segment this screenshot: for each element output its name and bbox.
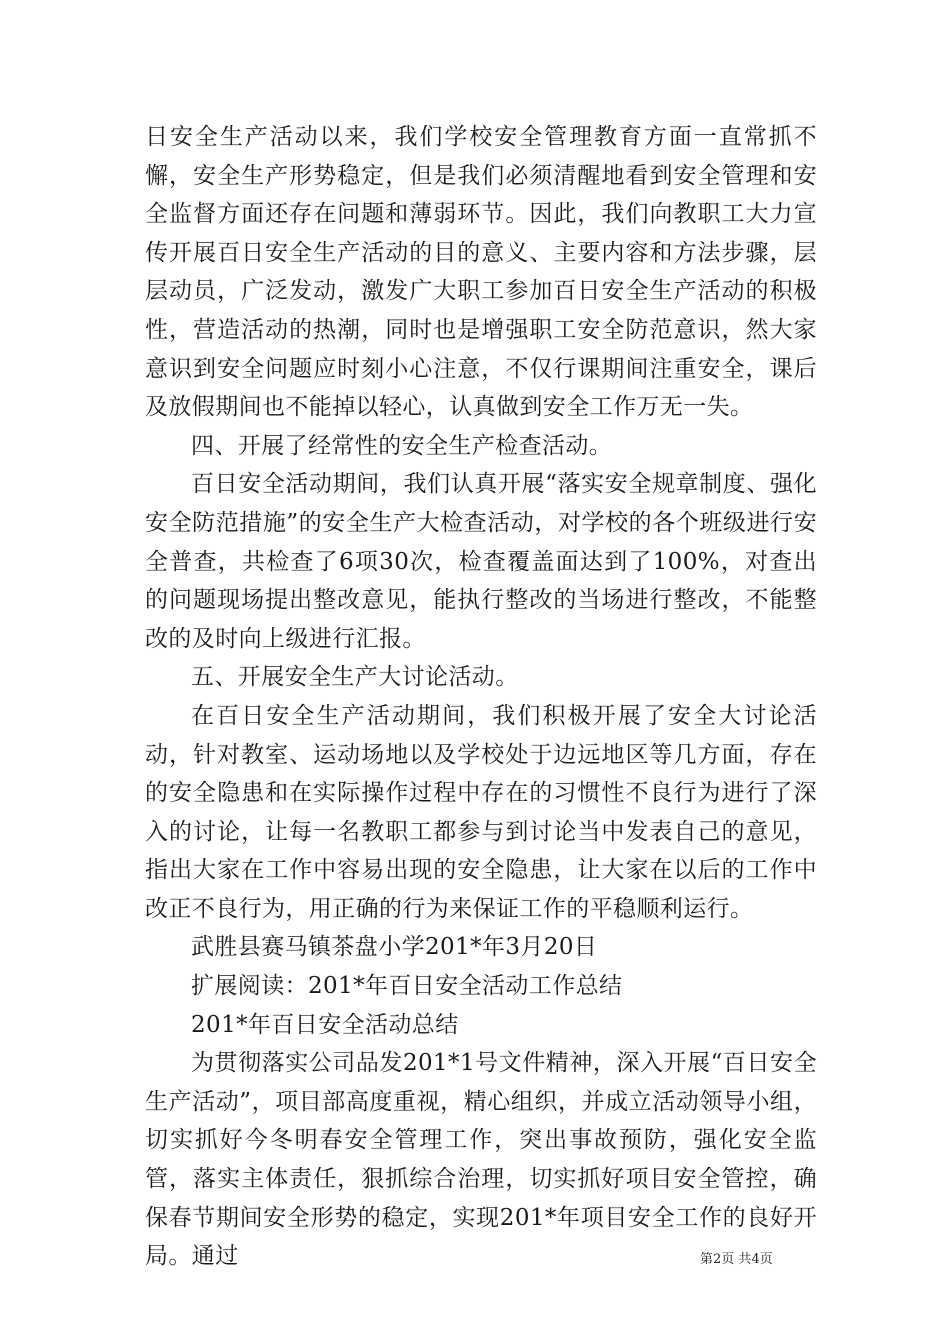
section-heading: 四、开展了经常性的安全生产检查活动。 bbox=[191, 432, 613, 459]
signature-line: 武胜县赛马镇茶盘小学201*年3月20日 bbox=[191, 934, 598, 961]
page-label: 第 bbox=[700, 1252, 714, 1267]
section-heading: 五、开展安全生产大讨论活动。 bbox=[191, 664, 519, 691]
page-mid-label: 页 共 bbox=[721, 1252, 752, 1267]
page-number: 2 bbox=[713, 1252, 722, 1267]
page-footer bbox=[700, 1248, 773, 1267]
page-end-label: 页 bbox=[759, 1252, 773, 1267]
body-paragraph: 为贯彻落实公司品发201*1号文件精神，深入开展“百日安全生产活动”，项目部高度重视，精心组织，并成立活动领导小组，切实抓好今冬明春安全管理工作，突出事故预防，强化安全监管，落实主体责任，狠抓综合治理，切实抓好项目安全管控，确保春节期间安全形势的稳定，实现201*年项目安全工作的良好开局。通过 bbox=[145, 1050, 817, 1270]
body-paragraph: 在百日安全生产活动期间，我们积极开展了安全大讨论活动，针对教室、运动场地以及学校处于边远地区等几方面，存在的安全隐患和在实际操作过程中存在的习惯性不良行为进行了深入的讨论，让每一名教职工都参与到讨论当中发表自己的意见，指出大家在工作中容易出现的安全隐患，让大家在以后的工作中改正不良行为，用正确的行为来保证工作的平稳顺利运行。 bbox=[145, 702, 817, 922]
subtitle-line: 201*年百日安全活动总结 bbox=[191, 1011, 459, 1038]
total-pages: 4 bbox=[751, 1252, 760, 1267]
body-paragraph: 日安全生产活动以来，我们学校安全管理教育方面一直常抓不懈，安全生产形势稳定，但是我们必须清醒地看到安全管理和安全监督方面还存在问题和薄弱环节。因此，我们向教职工大力宣传开展百日安全生产活动的目的意义、主要内容和方法步骤，层层动员，广泛发动，激发广大职工参加百日安全生产活动的积极性，营造活动的热潮，同时也是增强职工安全防范意识，然大家意识到安全问题应时刻小心注意，不仅行课期间注重安全，课后及放假期间也不能掉以轻心，认真做到安全工作万无一失。 bbox=[145, 124, 817, 421]
document-body bbox=[145, 118, 817, 1276]
body-paragraph: 百日安全活动期间，我们认真开展“落实安全规章制度、强化安全防范措施”的安全生产大检查活动，对学校的各个班级进行安全普查，共检查了6项30次，检查覆盖面达到了100%，对查出的问题现场提出整改意见，能执行整改的当场进行整改，不能整改的及时向上级进行汇报。 bbox=[145, 471, 817, 652]
extended-reading-line: 扩展阅读：201*年百日安全活动工作总结 bbox=[191, 973, 623, 1000]
